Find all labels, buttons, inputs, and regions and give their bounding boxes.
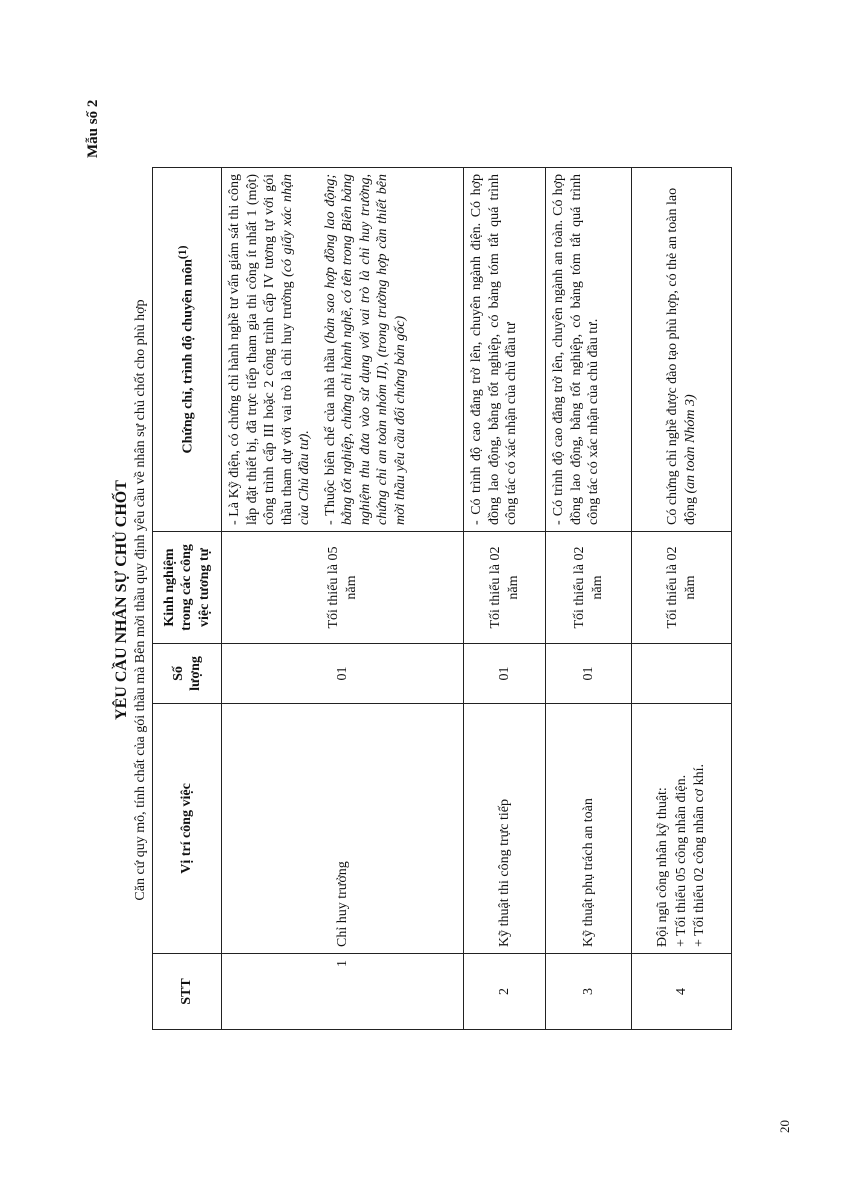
row-quantity: 01 bbox=[222, 644, 464, 704]
header-stt: STT bbox=[153, 954, 222, 1030]
row-requirements bbox=[632, 168, 732, 532]
requirement-italic: (có giấy xác nhận của Chủ đầu tư). bbox=[279, 174, 312, 525]
team-line: + Tối thiểu 05 công nhân điện. bbox=[673, 774, 689, 947]
requirement-text: - Thuộc biên chế của nhà thầu bbox=[322, 343, 338, 525]
table-row bbox=[546, 168, 632, 1030]
form-label: Mẫu số 2 bbox=[85, 99, 101, 158]
requirement-paragraph bbox=[226, 174, 314, 525]
row-experience: Tối thiểu là 05 năm bbox=[222, 532, 464, 644]
row-quantity: 01 bbox=[464, 644, 546, 704]
requirement-text: - Là Kỹ điện, có chứng chỉ hành nghề tư vấn giám sát thi công lắp đặt thiết bị, đã trực tiếp tham gia thi công ít nhất 1 (một) công trình cấp III hoặc 2 công trình cấp IV tương tự với gói thầu tham dự với vai trò là chỉ huy trưởng bbox=[227, 174, 295, 525]
header-certificate bbox=[153, 168, 222, 532]
row-stt: 2 bbox=[464, 954, 546, 1030]
row-requirements: - Có trình độ cao đẳng trở lên, chuyên ngành điện. Có hợp đồng lao động, bằng tốt nghiệp, có bảng tóm tắt quá trình công tác có xác nhận của chủ đầu tư bbox=[464, 168, 546, 532]
requirement-paragraph bbox=[322, 174, 410, 525]
requirement-text: Có chứng chỉ nghề được đào tạo phù hợp, có thẻ an toàn lao động bbox=[665, 187, 698, 525]
header-experience: Kinh nghiệm trong các công việc tương tự bbox=[153, 532, 222, 644]
row-position: Kỹ thuật thi công trực tiếp bbox=[464, 704, 546, 954]
header-certificate-footnote: (1) bbox=[176, 245, 190, 260]
personnel-requirements-table bbox=[152, 167, 732, 1030]
row-experience: Tối thiểu là 02 năm bbox=[546, 532, 632, 644]
requirement-italic: (bản sao hợp đồng lao động; bằng tốt nghiệp, chứng chỉ hành nghề, có tên trong Biên bảng nghiệm thu đưa vào sử dụng với vai trò là chỉ huy trưởng, chứng chỉ an toàn nhóm II), (trong trường hợp cần thiết bên mời thầu yêu cầu đối chứng bản gốc) bbox=[322, 173, 408, 525]
table-row bbox=[464, 168, 546, 1030]
team-line: + Tối thiểu 02 công nhân cơ khí. bbox=[692, 763, 708, 947]
row-requirements: - Có trình độ cao đẳng trở lên, chuyên ngành an toàn. Có hợp đồng lao động, bằng tốt nghiệp, có bảng tóm tắt quá trình công tác có xác nhận của chủ đầu tư. bbox=[546, 168, 632, 532]
table-row bbox=[222, 168, 464, 1030]
row-stt: 3 bbox=[546, 954, 632, 1030]
row-position bbox=[632, 704, 732, 954]
table-header-row bbox=[153, 168, 222, 1030]
requirement-italic: (an toàn Nhóm 3) bbox=[682, 394, 698, 494]
row-stt: 1 bbox=[222, 954, 464, 1030]
row-requirements bbox=[222, 168, 464, 532]
page-subtitle: Căn cứ quy mô, tính chất của gói thầu mà Bên mời thầu quy định yêu cầu về nhân sự chủ chốt cho phù hợp bbox=[133, 299, 148, 901]
page-title: YÊU CẦU NHÂN SỰ CHỦ CHỐT bbox=[113, 480, 130, 720]
row-experience: Tối thiểu là 02 năm bbox=[464, 532, 546, 644]
header-quantity: Số lượng bbox=[153, 644, 222, 704]
row-experience: Tối thiểu là 02 năm bbox=[632, 532, 732, 644]
page-number: 20 bbox=[777, 1120, 792, 1133]
row-stt: 4 bbox=[632, 954, 732, 1030]
row-position: Chỉ huy trưởng bbox=[222, 704, 464, 954]
row-position: Kỹ thuật phụ trách an toàn bbox=[546, 704, 632, 954]
row-quantity: 01 bbox=[546, 644, 632, 704]
header-certificate-label: Chứng chỉ, trình độ chuyên môn bbox=[181, 259, 197, 454]
header-position: Vị trí công việc bbox=[153, 704, 222, 954]
table-row bbox=[632, 168, 732, 1030]
row-quantity bbox=[632, 644, 732, 704]
team-title: Đội ngũ công nhân kỹ thuật: bbox=[655, 787, 671, 947]
